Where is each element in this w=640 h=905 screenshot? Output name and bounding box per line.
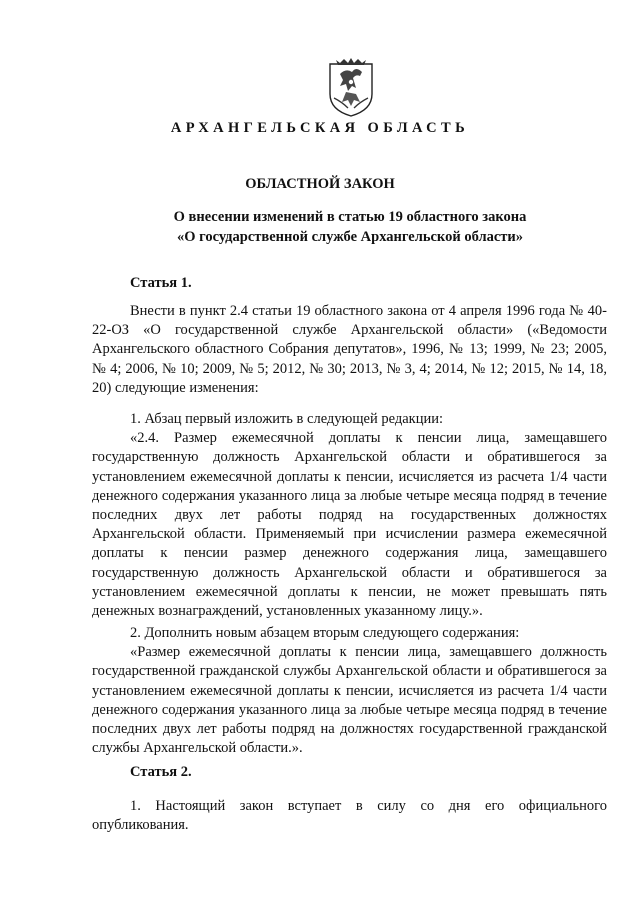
article2-item1-text: 1. Настоящий закон вступает в силу со дня его официального опубликования. (92, 798, 607, 834)
article1-item2-text: 2. Дополнить новым абзацем вторым следующего содержания: (130, 625, 520, 641)
article1-item2 (92, 624, 607, 758)
coat-of-arms-icon (326, 58, 376, 118)
article1-item1-quote: «2.4. Размер ежемесячной доплаты к пенсии лица, замещавшего государственную должность Архангельской области и обратившегося за установлением ежемесячной доплаты к пенсии, исчисляется из расчета 1/4 части денежного содержания указанного лица за любые четыре месяца подряд в течение последних двух лет работы подряд на государственных должностях Архангельской области. Применяемый при исчислении размера ежемесячной доплаты к пенсии размер денежного содержания лица, замещавшего государственную должность Архангельской области и обратившегося за установлением ежемесячной доплаты к пенсии, не может превышать пять денежных вознаграждений, установленных указанному лицу.». (92, 430, 607, 620)
article1-item1-text: 1. Абзац первый изложить в следующей редакции: (130, 411, 444, 427)
article2-item1 (92, 797, 607, 835)
article2-heading: Статья 2. (130, 764, 192, 780)
article1-intro-text: Внести в пункт 2.4 статьи 19 областного закона от 4 апреля 1996 года № 40-22-ОЗ «О государственной службе Архангельской области» («Ведомости Архангельского областного Собрания депутатов», 1996, № 13; 1999, № 23; 2005, № 4; 2006, № 10; 2009, № 5; 2012, № 30; 2013, № 3, 4; 2014, № 12; 2015, № 14, 18, 20) следующие изменения: (92, 303, 607, 396)
region-name: АРХАНГЕЛЬСКАЯ ОБЛАСТЬ (170, 120, 470, 136)
article1-item1 (92, 410, 607, 621)
article1-heading: Статья 1. (130, 275, 192, 291)
law-title-line2: «О государственной службе Архангельской области» (176, 229, 524, 245)
law-type: ОБЛАСТНОЙ ЗАКОН (245, 176, 395, 192)
article1-item2-quote: «Размер ежемесячной доплаты к пенсии лица, замещавшего должность государственной гражданской службы Архангельской области и обратившегося за установлением ежемесячной доплаты к пенсии, исчисляется из расчета 1/4 части денежного содержания указанного лица за любые четыре месяца подряд в течение последних двух лет работы подряд на должностях государственной гражданской службы Архангельской области.». (92, 644, 607, 757)
article1-intro (92, 302, 607, 398)
law-title (100, 207, 600, 247)
law-title-line1: О внесении изменений в статью 19 областного закона (173, 209, 527, 225)
